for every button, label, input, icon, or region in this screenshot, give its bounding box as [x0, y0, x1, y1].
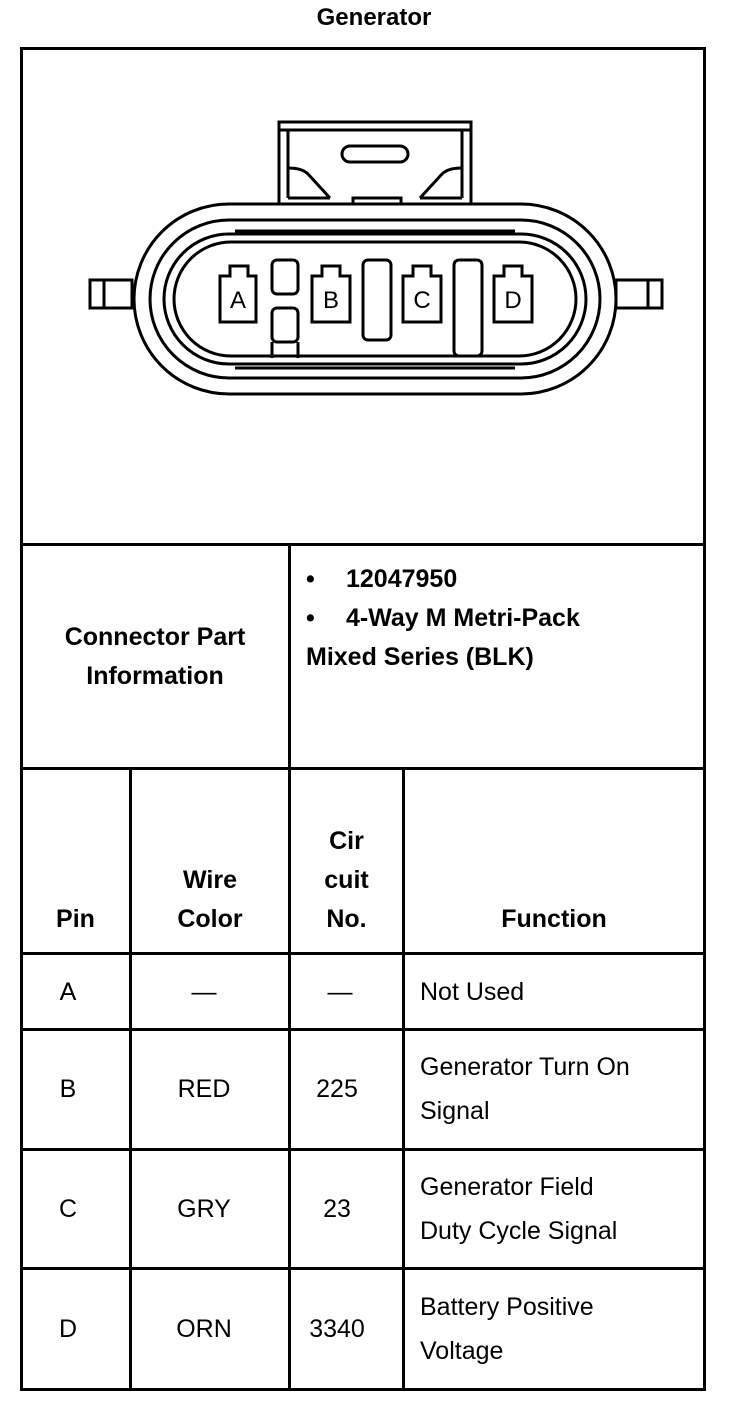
frame-right-border [703, 47, 706, 1391]
terminal-label-b: B [322, 287, 340, 314]
row-c-pin: C [58, 1195, 78, 1223]
terminal-label-d: D [504, 287, 522, 314]
part-number: 12047950 [346, 565, 458, 593]
row-d-pin: D [58, 1315, 78, 1343]
left-tab [90, 280, 132, 308]
row-d-function [420, 1285, 594, 1373]
right-tab [616, 280, 662, 308]
row-c-divider [20, 1267, 706, 1270]
connector-part-info-label [22, 618, 288, 696]
row-c-circuit: 23 [323, 1195, 351, 1223]
header-function [405, 900, 703, 939]
header-wire-color-line1: Wire [183, 866, 237, 894]
connector-part-details [306, 560, 580, 677]
row-a-function-line1: Not Used [420, 978, 525, 1006]
row-c-function-line1: Generator Field [420, 1173, 594, 1201]
row-b-circuit: 225 [316, 1075, 358, 1103]
latch-slot [342, 146, 408, 162]
part-info-divider [20, 767, 706, 770]
row-a-function [420, 970, 524, 1014]
terminal-label-c: C [413, 287, 431, 314]
row-d-circuit: 3340 [309, 1315, 365, 1343]
frame-bottom-border [20, 1388, 706, 1391]
header-pin-label: Pin [56, 905, 95, 933]
row-b-divider [20, 1148, 706, 1151]
page-title: Generator [316, 4, 432, 31]
part-number-row [306, 560, 580, 599]
circuit-column-divider [402, 767, 405, 1391]
bullet: • [306, 565, 315, 593]
header-wire-color [132, 861, 288, 939]
part-info-column-divider [288, 543, 291, 1391]
row-c-function-line2: Duty Cycle Signal [420, 1217, 618, 1245]
row-b-function-line2: Signal [420, 1097, 490, 1125]
row-d-function-line2: Voltage [420, 1337, 504, 1365]
row-a-pin: A [59, 978, 77, 1006]
header-divider [20, 952, 706, 955]
row-d-function-line1: Battery Positive [420, 1293, 594, 1321]
header-function-label: Function [501, 905, 607, 933]
row-a-divider [20, 1028, 706, 1031]
bullet: • [306, 604, 315, 632]
part-description: 4-Way M Metri-Pack [346, 604, 580, 632]
header-pin [22, 900, 129, 939]
header-circuit-line1: Cir [329, 827, 364, 855]
row-c-wire-color: GRY [177, 1195, 231, 1223]
row-a-wire-color: — [191, 978, 217, 1006]
connector-part-info-label-line2: Information [86, 662, 224, 690]
row-b-pin: B [59, 1075, 77, 1103]
row-b-function [420, 1045, 630, 1133]
diagram-divider [20, 543, 706, 546]
connector-part-info-label-line1: Connector Part [64, 623, 246, 651]
row-a-circuit: — [327, 978, 353, 1006]
header-wire-color-line2: Color [177, 905, 243, 933]
terminal-label-a: A [229, 287, 247, 314]
row-c-function [420, 1165, 617, 1253]
row-b-wire-color: RED [177, 1075, 231, 1103]
row-b-function-line1: Generator Turn On [420, 1053, 630, 1081]
frame-top-border [20, 47, 706, 50]
description-row [306, 599, 580, 638]
connector-face-diagram [80, 118, 670, 408]
description-row-2: Mixed Series (BLK) [306, 643, 534, 671]
header-circuit-no [291, 822, 402, 939]
header-circuit-line2: cuit [324, 866, 369, 894]
row-d-wire-color: ORN [176, 1315, 232, 1343]
header-circuit-line3: No. [326, 905, 367, 933]
